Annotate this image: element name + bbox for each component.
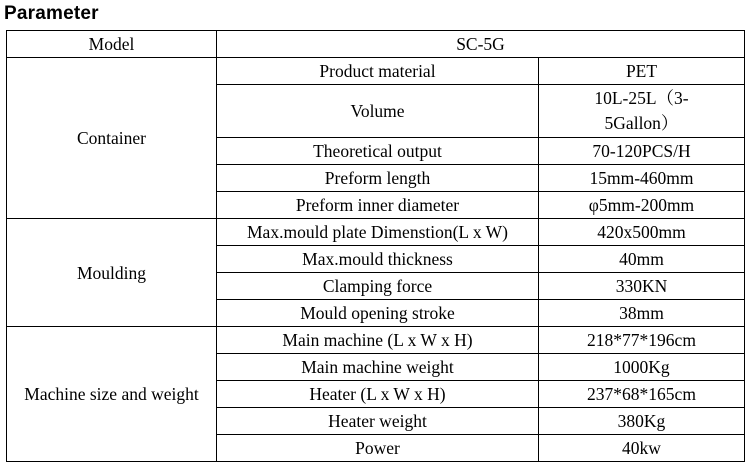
- row-label: Preform length: [217, 165, 539, 192]
- row-label: Heater weight: [217, 408, 539, 435]
- group-label-moulding: Moulding: [7, 219, 217, 327]
- row-label: Volume: [217, 85, 539, 138]
- row-value: 380Kg: [539, 408, 745, 435]
- model-label: Model: [7, 31, 217, 58]
- row-value: 237*68*165cm: [539, 381, 745, 408]
- row-value: 40kw: [539, 435, 745, 462]
- row-value: PET: [539, 58, 745, 85]
- row-value: 15mm-460mm: [539, 165, 745, 192]
- row-value: 420x500mm: [539, 219, 745, 246]
- volume-value-line1: 10L-25L（3-: [594, 88, 689, 108]
- table-row-model: [7, 31, 745, 58]
- row-value: 1000Kg: [539, 354, 745, 381]
- group-label-container: Container: [7, 58, 217, 219]
- volume-value-line2: 5Gallon）: [604, 113, 679, 133]
- row-label: Main machine (L x W x H): [217, 327, 539, 354]
- row-value: φ5mm-200mm: [539, 192, 745, 219]
- table-row: [7, 219, 745, 246]
- row-label: Theoretical output: [217, 138, 539, 165]
- row-label: Mould opening stroke: [217, 300, 539, 327]
- table-row: [7, 327, 745, 354]
- model-value: SC-5G: [217, 31, 745, 58]
- row-label: Power: [217, 435, 539, 462]
- row-label: Preform inner diameter: [217, 192, 539, 219]
- row-value-volume: [539, 85, 745, 138]
- table-row: [7, 58, 745, 85]
- row-value: 218*77*196cm: [539, 327, 745, 354]
- row-value: 38mm: [539, 300, 745, 327]
- row-label: Main machine weight: [217, 354, 539, 381]
- group-label-machine-size: Machine size and weight: [7, 327, 217, 462]
- row-value: 330KN: [539, 273, 745, 300]
- row-value: 70-120PCS/H: [539, 138, 745, 165]
- row-label: Clamping force: [217, 273, 539, 300]
- row-value: 40mm: [539, 246, 745, 273]
- row-label: Product material: [217, 58, 539, 85]
- row-label: Heater (L x W x H): [217, 381, 539, 408]
- row-label: Max.mould thickness: [217, 246, 539, 273]
- page-title: Parameter: [4, 3, 99, 24]
- row-label: Max.mould plate Dimenstion(L x W): [217, 219, 539, 246]
- parameter-table: [6, 30, 745, 462]
